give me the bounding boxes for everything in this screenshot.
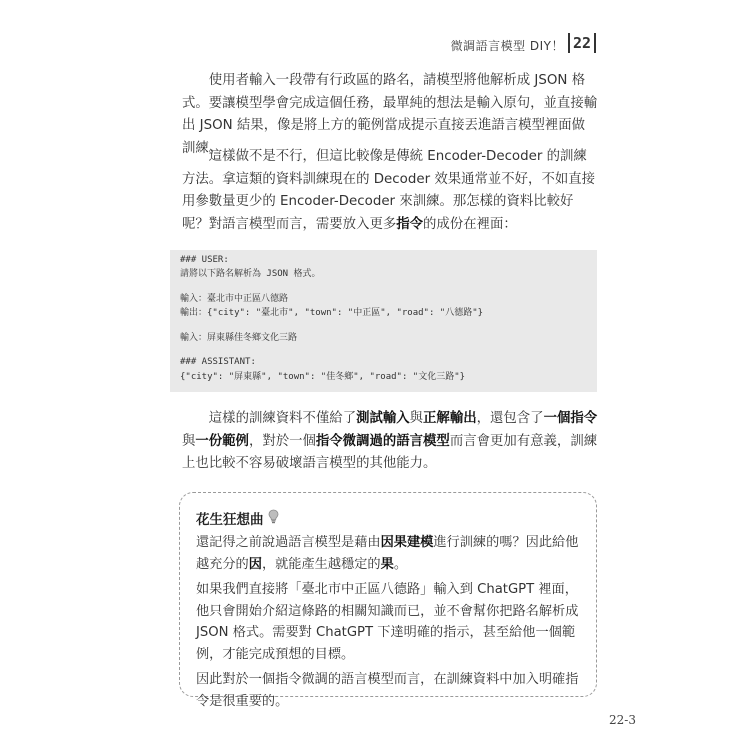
text-run: ，還包含了 — [476, 411, 544, 426]
bold-run: 因 — [248, 556, 262, 572]
bold-run: 果 — [380, 556, 394, 572]
chapter-number-badge: 22 — [568, 33, 596, 53]
bold-run: 正解輸出 — [423, 411, 477, 426]
text-run: 與 — [182, 433, 196, 449]
tip-paragraph: 如果我們直接將「臺北市中正區八德路」輸入到 ChatGPT 裡面，他只會開始介紹這條路的相關知識而已，並不會幫你把路名解析成 JSON 格式。需要對 ChatGPT 下達明確的指示，甚至給他一個範例，才能完成預想的目標。 — [196, 582, 579, 662]
page-number: 22-3 — [609, 713, 636, 727]
bold-run: 一個指令 — [543, 411, 598, 426]
paragraph-encoder-decoder — [182, 146, 598, 236]
tip-paragraph — [196, 532, 582, 575]
code-line: 請將以下路名解析為 JSON 格式。 — [180, 269, 321, 280]
text-run: ，對於一個 — [248, 433, 316, 449]
bold-run: 因果建模 — [380, 535, 434, 550]
code-line: ### ASSISTANT: — [180, 357, 256, 368]
text-run: 。 — [393, 556, 407, 572]
text-run: 與 — [409, 411, 424, 426]
bold-run: 測試輸入 — [356, 411, 410, 426]
text-run: 這樣做不是不行，但這比較像是傳統 Encoder-Decoder 的訓練方法。拿這類的資料訓練現在的 Decoder 效果通常並不好，不如直接用參數量更少的 Encoder-Decoder 來訓練。那怎樣的資料比較好呢？對語言模型而言，需要放入更多 — [182, 149, 596, 232]
text-run: 進行訓練的嗎？因此給他越充分的 — [196, 535, 579, 572]
tip-title-text: 花生狂想曲 — [196, 512, 264, 528]
code-line: 輸入：臺北市中正區八德路 — [180, 293, 289, 304]
lightbulb-icon — [268, 509, 279, 528]
paragraph-intro: 使用者輸入一段帶有行政區的路名，請模型將他解析成 JSON 格式。要讓模型學會完成這個任務，最單純的想法是輸入原句，並直接輸出 JSON 結果，像是將上方的範例當成提示直接丟進語言模型裡面做訓練。 — [182, 73, 598, 156]
code-line: 輸出：{"city": "臺北市", "town": "中正區", "road": "八德路"} — [180, 308, 484, 319]
code-example-block — [170, 250, 597, 392]
code-line: {"city": "屏東縣", "town": "佳冬鄉", "road": "文化三路"} — [180, 371, 466, 382]
tip-paragraph: 因此對於一個指令微調的語言模型而言，在訓練資料中加入明確指令是很重要的。 — [196, 672, 579, 709]
code-line: ### USER: — [180, 255, 229, 265]
tip-box — [179, 492, 597, 709]
text-run: 這樣的訓練資料不僅給了 — [208, 411, 357, 426]
text-run: 還記得之前說過語言模型是藉由 — [196, 535, 381, 550]
paragraph-training-data — [182, 408, 598, 476]
tip-title — [196, 508, 582, 528]
running-header-title: 微調語言模型 DIY！ — [450, 39, 564, 53]
bold-run: 一份範例 — [195, 433, 249, 449]
bold-run: 指令 — [396, 216, 424, 232]
bold-run: 指令微調過的語言模型 — [315, 433, 450, 449]
text-run: ，就能產生越穩定的 — [261, 556, 381, 572]
text-run: 而言會更加有意義，訓練上也比較不容易破壞語言模型的其他能力。 — [182, 433, 598, 471]
code-line: 輸入：屏東縣佳冬鄉文化三路 — [180, 332, 298, 343]
text-run: 的成份在裡面： — [423, 216, 517, 232]
